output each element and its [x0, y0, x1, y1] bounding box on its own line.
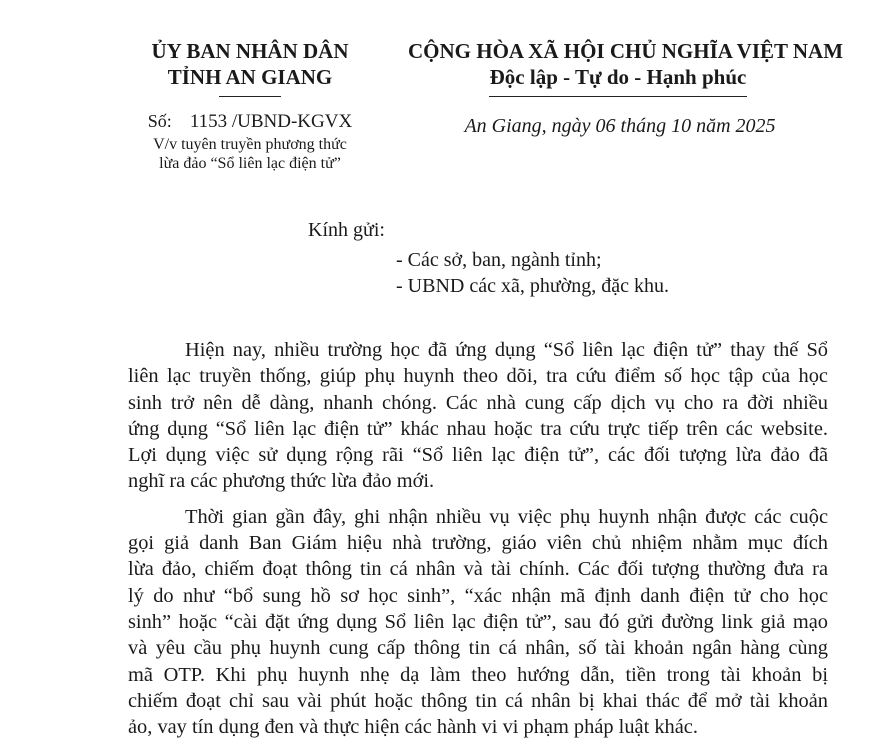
document-number-label: Số:: [147, 111, 172, 131]
document-body: [128, 337, 828, 749]
body-line: mã OTP. Khi phụ huynh nhẹ dạ làm theo hướng dẫn, tiền trong tài khoản bị: [128, 663, 828, 686]
body-line: và yêu cầu phụ huynh cung cấp thông tin cá nhân, số tài khoản ngân hàng cùng: [128, 637, 828, 660]
body-line: lý do như “bổ sung hồ sơ học sinh”, “xác nhận mã định danh điện tử cho học: [128, 584, 828, 607]
body-line: sinh trở nên dễ dàng, nhanh chóng. Các nhà cung cấp dịch vụ cho ra đời nhiều: [128, 391, 828, 414]
subject-line-1: V/v tuyên truyền phương thức: [153, 136, 347, 153]
body-line: nghĩ ra các phương thức lừa đảo mới.: [128, 470, 435, 493]
document-number-value: 1153 /UBND-KGVX: [189, 111, 353, 132]
recipient-list: [396, 247, 669, 299]
issuer-line-1: ỦY BAN NHÂN DÂN: [151, 39, 349, 63]
paragraph-2: [128, 504, 828, 741]
recipient-item: - Các sở, ban, ngành tỉnh;: [396, 249, 602, 271]
issuer-underline: [219, 96, 281, 97]
national-title: CỘNG HÒA XÃ HỘI CHỦ NGHĨA VIỆT NAM: [408, 39, 844, 63]
body-line: Thời gian gần đây, ghi nhận nhiều vụ việc phụ huynh nhận được các cuộc: [185, 505, 828, 528]
body-line: lừa đảo, chiếm đoạt thông tin cá nhân và tài chính. Các đối tượng thường đưa ra: [128, 558, 828, 581]
issuer-header: [110, 38, 390, 97]
national-header: [408, 38, 844, 97]
recipient-item: - UBND các xã, phường, đặc khu.: [396, 275, 670, 297]
paragraph-1: [128, 337, 828, 495]
issuer-line-2: TỈNH AN GIANG: [167, 65, 333, 89]
salutation: Kính gửi:: [308, 219, 385, 241]
motto-underline: [489, 96, 747, 97]
body-line: ứng dụng “Sổ liên lạc điện tử” khác nhau hoặc tra cứu trực tiếp trên các website.: [128, 417, 828, 440]
body-line: liên lạc truyền thống, giúp phụ huynh theo dõi, tra cứu điểm số học tập của học: [128, 365, 828, 388]
place-and-date: An Giang, ngày 06 tháng 10 năm 2025: [464, 115, 776, 137]
body-line: sinh” hoặc “cài đặt ứng dụng Sổ liên lạc điện tử”, sau đó gửi đường link giả mạo: [128, 610, 828, 633]
body-line: ảo, vay tín dụng đen và thực hiện các hành vi vi phạm pháp luật khác.: [128, 716, 698, 739]
document-subject: [110, 135, 390, 173]
body-line: chiếm đoạt chỉ sau vài phút hoặc thông tin cá nhân bị khai thác để mở tài khoản: [128, 689, 828, 712]
body-line: Lợi dụng việc sử dụng rộng rãi “Sổ liên lạc điện tử”, các đối tượng lừa đảo đã: [128, 444, 828, 467]
body-line: gọi giả danh Ban Giám hiệu nhà trường, giáo viên chủ nhiệm nhằm mục đích: [128, 532, 828, 555]
subject-line-2: lừa đảo “Sổ liên lạc điện tử”: [159, 155, 341, 172]
document-number: [110, 110, 390, 133]
body-line: Hiện nay, nhiều trường học đã ứng dụng “Sổ liên lạc điện tử” thay thế Sổ: [185, 339, 828, 361]
national-motto: Độc lập - Tự do - Hạnh phúc: [489, 65, 747, 89]
